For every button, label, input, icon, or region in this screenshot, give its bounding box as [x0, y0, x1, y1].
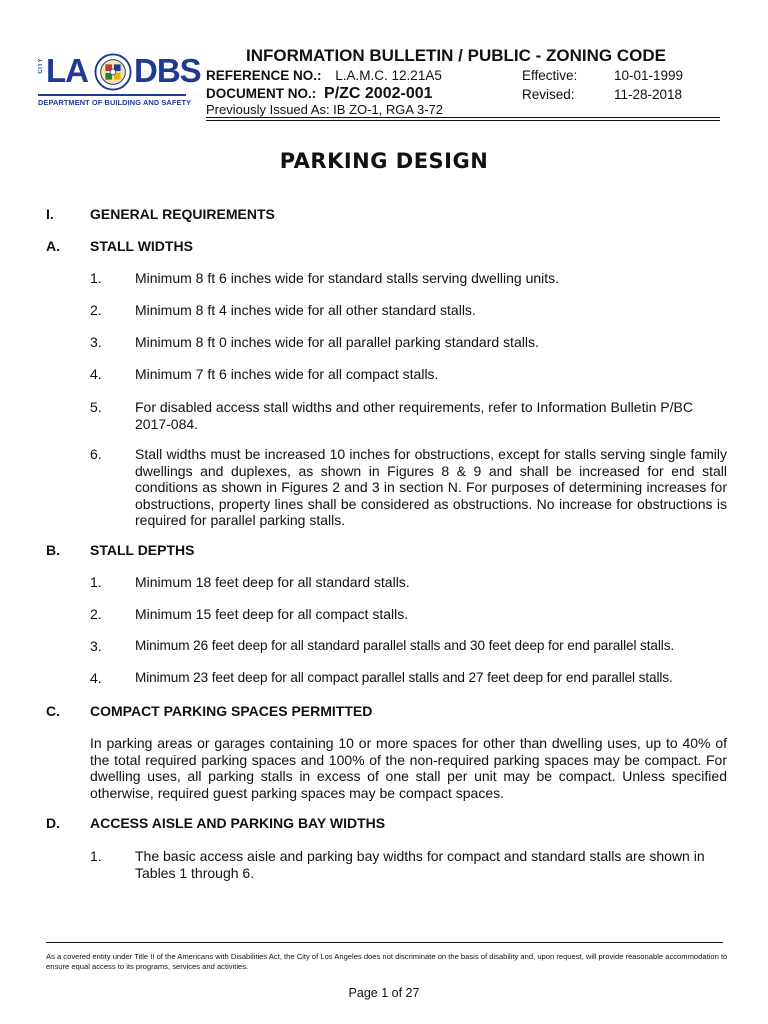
section-a-number: A.: [46, 238, 60, 254]
list-item: Stall widths must be increased 10 inches for obstructions, except for stalls serving single family dwellings and duplexes, as shown in Figures 8 & 9 and shall be increased for end stall conditions as shown in Figures 2 and 3 in section N. For purposes of determining increases for obstructions, property lines shall be considered as obstructions. No increase for obstructions is required for parallel parking stalls.: [135, 446, 727, 528]
list-item-number: 2.: [90, 302, 102, 318]
section-c-number: C.: [46, 703, 60, 719]
reference-label: REFERENCE NO.:: [206, 68, 322, 83]
document-number: P/ZC 2002-001: [324, 85, 433, 102]
list-item-number: 3.: [90, 334, 102, 350]
list-item-number: 4.: [90, 366, 102, 382]
section-d-heading: ACCESS AISLE AND PARKING BAY WIDTHS: [90, 815, 386, 831]
effective-value: 10-01-1999: [614, 68, 684, 83]
list-item: For disabled access stall widths and other requirements, refer to Information Bulletin P/BC 2017-084.: [135, 399, 693, 432]
list-item-number: 3.: [90, 638, 102, 654]
list-item: Minimum 7 ft 6 inches wide for all compact stalls.: [135, 366, 439, 382]
list-item-number: 2.: [90, 606, 102, 622]
document-title: PARKING DESIGN: [279, 149, 489, 173]
document-row: [206, 85, 433, 103]
section-b-heading: STALL DEPTHS: [90, 542, 195, 558]
list-item: Minimum 8 ft 6 inches wide for standard stalls serving dwelling units.: [135, 270, 560, 286]
page-number: Page 1 of 27: [348, 986, 420, 1000]
header-rule-bottom: [206, 120, 720, 121]
revised-label: Revised:: [522, 87, 575, 102]
section-c-heading: COMPACT PARKING SPACES PERMITTED: [90, 703, 373, 719]
effective-label: Effective:: [522, 68, 578, 83]
list-item-number: 1.: [90, 270, 102, 286]
list-item: Minimum 8 ft 4 inches wide for all other standard stalls.: [135, 302, 476, 318]
bulletin-title: INFORMATION BULLETIN / PUBLIC - ZONING CODE: [246, 46, 666, 65]
list-item: Minimum 23 feet deep for all compact parallel stalls and 27 feet deep for end parallel stalls.: [135, 670, 673, 685]
document-label: DOCUMENT NO.:: [206, 86, 317, 101]
list-item: Minimum 15 feet deep for all compact stalls.: [135, 606, 409, 622]
footer-rule: [46, 942, 723, 943]
reference-value: L.A.M.C. 12.21A5: [335, 68, 442, 83]
header-rule-top: [206, 117, 720, 118]
list-item: Minimum 18 feet deep for all standard stalls.: [135, 574, 410, 590]
list-item-number: 5.: [90, 399, 102, 415]
section-i-number: I.: [46, 206, 54, 222]
previously-issued: Previously Issued As: IB ZO-1, RGA 3-72: [206, 102, 443, 117]
ladbs-logo: [36, 50, 201, 112]
section-b-number: B.: [46, 542, 60, 558]
logo-department-text: DEPARTMENT OF BUILDING AND SAFETY: [38, 98, 192, 107]
logo-dbs-text: DBS: [134, 52, 201, 89]
list-item: Minimum 8 ft 0 inches wide for all parallel parking standard stalls.: [135, 334, 539, 350]
list-item-number: 4.: [90, 670, 102, 686]
list-item: Minimum 26 feet deep for all standard parallel stalls and 30 feet deep for end parallel stalls.: [135, 638, 675, 653]
list-item-number: 1.: [90, 848, 102, 864]
section-a-heading: STALL WIDTHS: [90, 238, 193, 254]
logo-city-text: CITY: [38, 58, 44, 74]
logo-divider: [38, 94, 186, 96]
revised-value: 11-28-2018: [614, 87, 683, 102]
list-item-number: 6.: [90, 446, 102, 462]
section-i-heading: GENERAL REQUIREMENTS: [90, 206, 275, 222]
section-c-paragraph: In parking areas or garages containing 10 or more spaces for other than dwelling uses, up to 40% of the total required parking spaces and 100% of the non-required parking spaces may be compact. For dwelling uses, all parking stalls in excess of one stall per unit may be compact. Unless specified otherwise, required guest parking spaces may be compact spaces.: [90, 735, 727, 801]
list-item: The basic access aisle and parking bay widths for compact and standard stalls are shown in Tables 1 through 6.: [135, 848, 705, 881]
ada-notice: As a covered entity under Title II of the Americans with Disabilities Act, the City of Los Angeles does not discriminate on the basis of disability and, upon request, will provide reasonable accommodation to ensure equal access to its programs, services and activities.: [46, 952, 728, 971]
logo-la-text: LA: [46, 52, 88, 89]
reference-row: [206, 68, 442, 83]
list-item-number: 1.: [90, 574, 102, 590]
city-seal-icon: [94, 53, 132, 91]
section-d-number: D.: [46, 815, 60, 831]
